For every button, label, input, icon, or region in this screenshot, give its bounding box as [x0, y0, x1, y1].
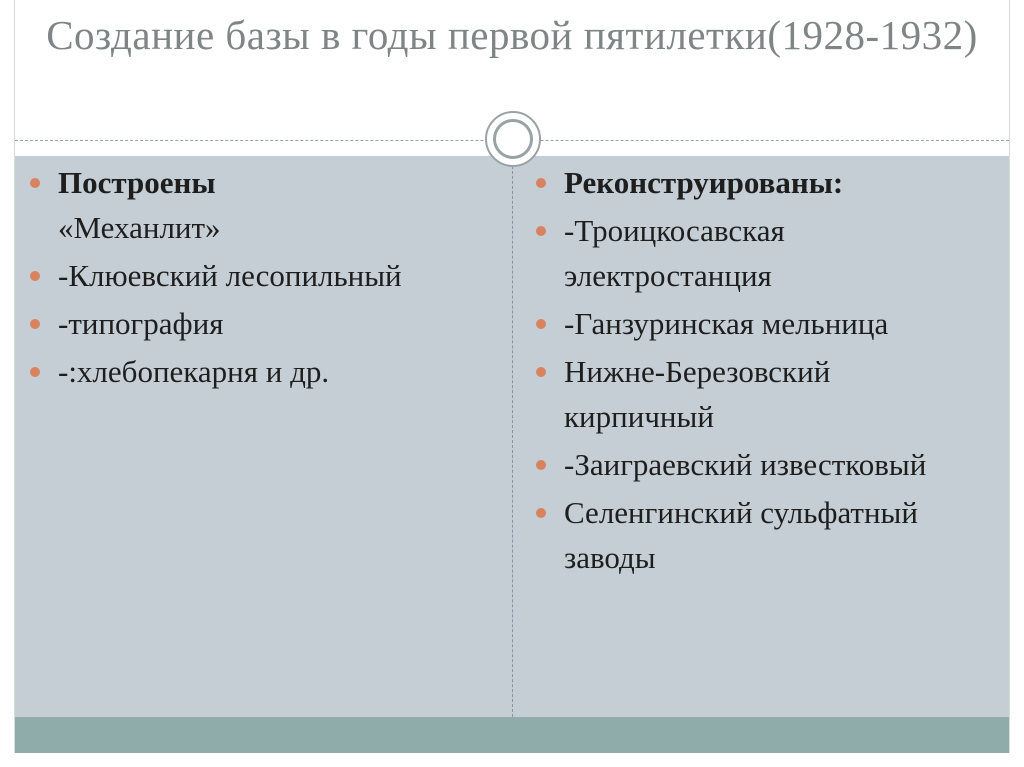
list-item: [30, 301, 470, 346]
bullet-icon: [30, 367, 40, 377]
footer-bar: [15, 717, 1009, 753]
list-item-text: Селенгинский сульфатный заводы: [564, 495, 918, 575]
left-column: [30, 160, 470, 397]
bullet-icon: [536, 226, 546, 236]
bullet-icon: [536, 367, 546, 377]
list-item-text: -:хлебопекарня и др.: [58, 354, 330, 389]
circle-ornament-icon: [485, 111, 541, 167]
bullet-icon: [30, 178, 40, 188]
list-item-text: -Клюевский лесопильный: [58, 258, 402, 293]
list-item: [30, 253, 470, 298]
list-item-text: «Механлит»: [58, 210, 221, 245]
list-item-text: -Ганзуринская мельница: [564, 306, 889, 341]
bullet-icon: [536, 178, 546, 188]
list-item: [536, 301, 976, 346]
bullet-icon: [30, 271, 40, 281]
column-divider: [512, 156, 513, 717]
list-item-text: -Троицкосавская электростанция: [564, 213, 785, 293]
list-item: [536, 208, 976, 298]
list-item: [536, 349, 976, 439]
list-item: [30, 160, 470, 250]
list-item-text: -Заиграевский известковый: [564, 447, 927, 482]
right-column: [536, 160, 976, 583]
list-item: [536, 160, 976, 205]
right-list: [536, 160, 976, 580]
slide-title: Создание базы в годы первой пятилетки(1928-1932): [46, 12, 978, 58]
bullet-icon: [536, 508, 546, 518]
bullet-icon: [536, 460, 546, 470]
list-item: [536, 442, 976, 487]
left-list: [30, 160, 470, 394]
bullet-icon: [30, 319, 40, 329]
list-item-text: Нижне-Березовский кирпичный: [564, 354, 831, 434]
right-heading: Реконструированы:: [564, 165, 844, 200]
list-item: [30, 349, 470, 394]
bullet-icon: [536, 319, 546, 329]
list-item: [536, 490, 976, 580]
circle-ornament-inner: [493, 119, 533, 159]
left-heading: Построены: [58, 165, 216, 200]
list-item-text: -типография: [58, 306, 224, 341]
